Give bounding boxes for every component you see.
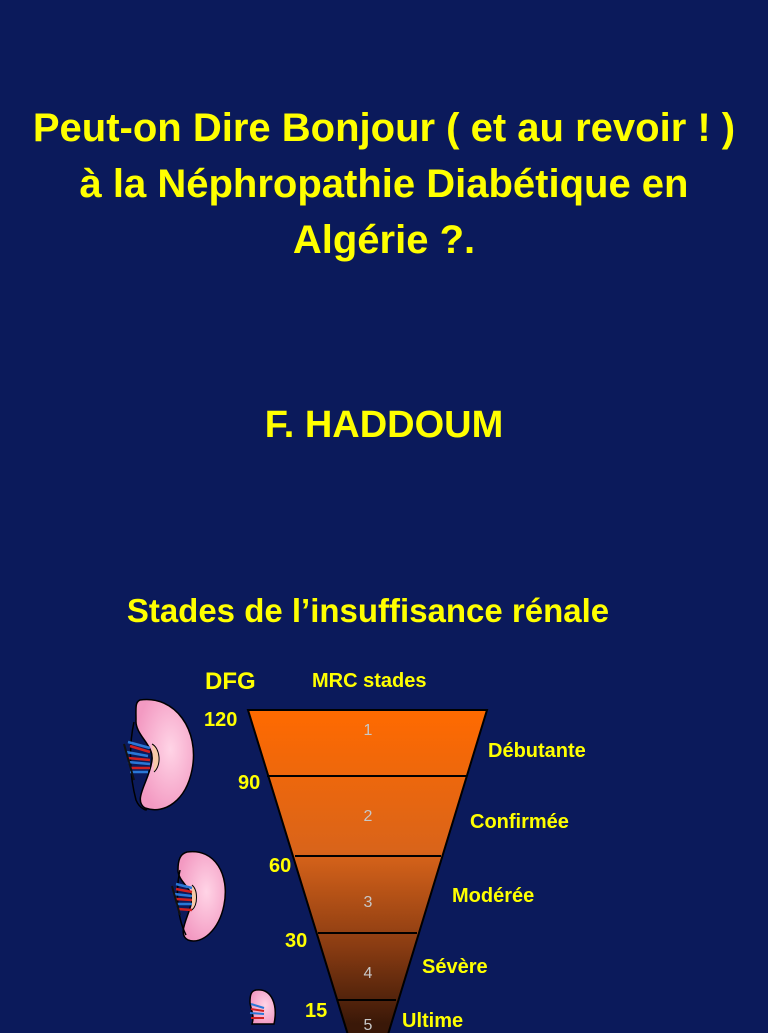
stage-label-3: Modérée [452,885,535,907]
stage-label-2: Confirmée [470,811,569,833]
stage-number-1: 1 [363,722,373,739]
stage-number-5: 5 [363,1017,373,1033]
dfg-header: DFG [205,668,256,695]
stage-label-5: Ultime [402,1010,464,1032]
dfg-value-30: 30 [285,930,308,952]
dfg-value-15: 15 [305,1000,328,1022]
dfg-value-60: 60 [269,855,292,877]
kidney-small-icon [250,990,275,1024]
author-name: F. HADDOUM [264,404,504,446]
kidney-large-icon [124,700,193,810]
mrc-stages-header: MRC stades [312,670,427,692]
dfg-value-90: 90 [238,772,261,794]
stage-label-4: Sévère [422,956,488,978]
kidney-medium-icon [172,852,225,941]
stage-label-1: Débutante [488,740,586,762]
stage-number-4: 4 [363,965,373,982]
dfg-value-120: 120 [204,709,238,731]
funnel-shape [248,710,487,1033]
stage-number-2: 2 [363,808,373,825]
section-subtitle: Stades de l’insuffisance rénale [126,592,610,629]
stage-number-3: 3 [363,894,373,911]
slide-title: Peut-on Dire Bonjour ( et au revoir ! ) à la Néphropathie Diabétique en Algérie ?. [32,106,736,262]
